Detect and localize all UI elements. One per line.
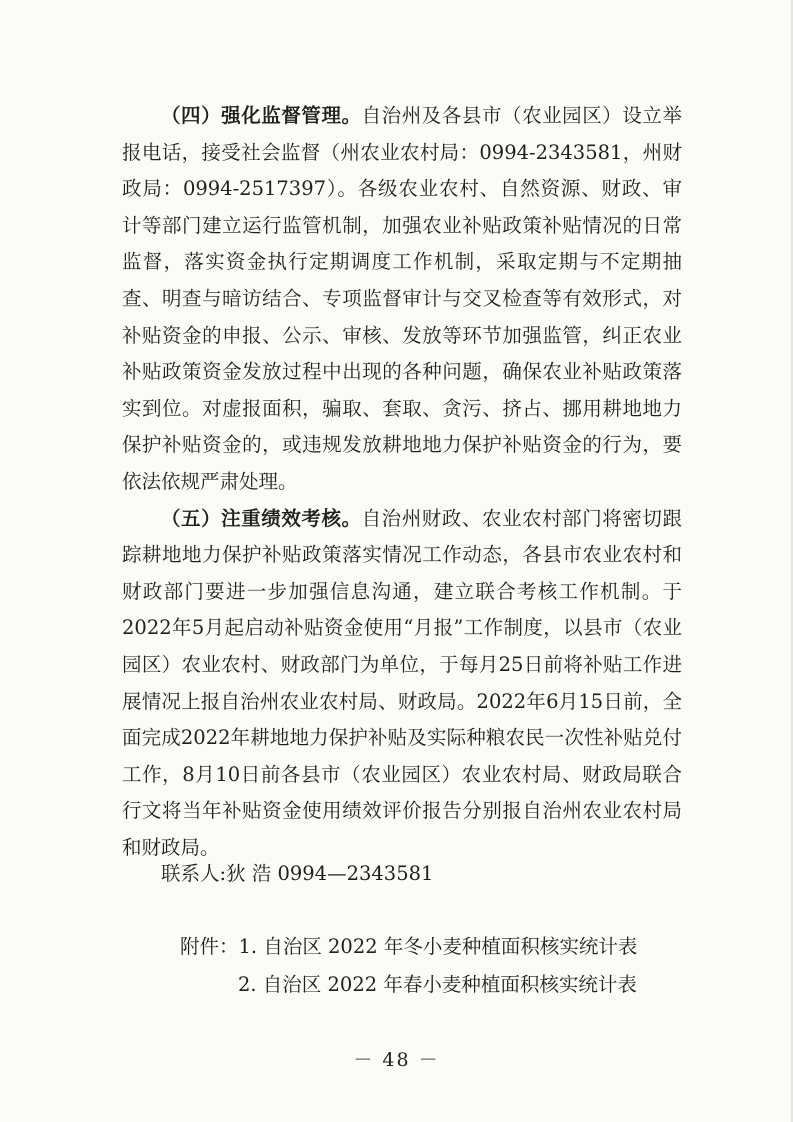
attachment-item-1: 1. 自治区 2022 年冬小麦种植面积核实统计表 xyxy=(238,935,638,958)
attachment-line-1 xyxy=(180,928,637,966)
contact-line: 联系人:狄 浩 0994—2343581 xyxy=(161,862,434,885)
attachment-item-2: 2. 自治区 2022 年春小麦种植面积核实统计表 xyxy=(238,973,637,996)
section-heading-supervision: （四）强化监督管理。 xyxy=(161,104,362,127)
paragraph-strengthen-supervision xyxy=(122,98,682,501)
section-text-performance: 自治州财政、农业农村部门将密切跟踪耕地地力保护补贴政策落实情况工作动态，各县市农业农村和财政部门要进一步加强信息沟通，建立联合考核工作机制。于2022年5月起启动补贴资金使用“月报”工作制度，以县市（农业园区）农业农村、财政部门为单位，于每月25日前将补贴工作进展情况上报自治州农业农村局、财政局。2022年6月15日前，全面完成2022年耕地地力保护补贴及实际种粮农民一次性补贴兑付工作，8月10日前各县市（农业园区）农业农村局、财政局联合行文将当年补贴资金使用绩效评价报告分别报自治州农业农村局和财政局。 xyxy=(122,506,682,859)
section-heading-performance: （五）注重绩效考核。 xyxy=(161,506,362,530)
section-text-supervision: 自治州及各县市（农业园区）设立举报电话，接受社会监督（州农业农村局：0994-2343581，州财政局：0994-2517397）。各级农业农村、自然资源、财政、审计等部门建立运行监管机制，加强农业补贴政策补贴情况的日常监督，落实资金执行定期调度工作机制，采取定期与不定期抽查、明查与暗访结合、专项监督审计与交叉检查等有效形式，对补贴资金的申报、公示、审核、发放等环节加强监管，纠正农业补贴政策资金发放过程中出现的各种问题，确保农业补贴政策落实到位。对虚报面积，骗取、套取、贪污、挤占、挪用耕地地力保护补贴资金的，或违规发放耕地地力保护补贴资金的行为，要依法依规严肃处理。 xyxy=(122,104,682,493)
attachments-block xyxy=(180,928,637,1004)
attachment-line-2 xyxy=(180,966,637,1004)
page-number: － 48 － xyxy=(353,1049,440,1071)
body-text xyxy=(122,98,682,866)
paragraph-performance-assessment xyxy=(122,501,682,867)
attachments-label: 附件： xyxy=(180,935,239,958)
